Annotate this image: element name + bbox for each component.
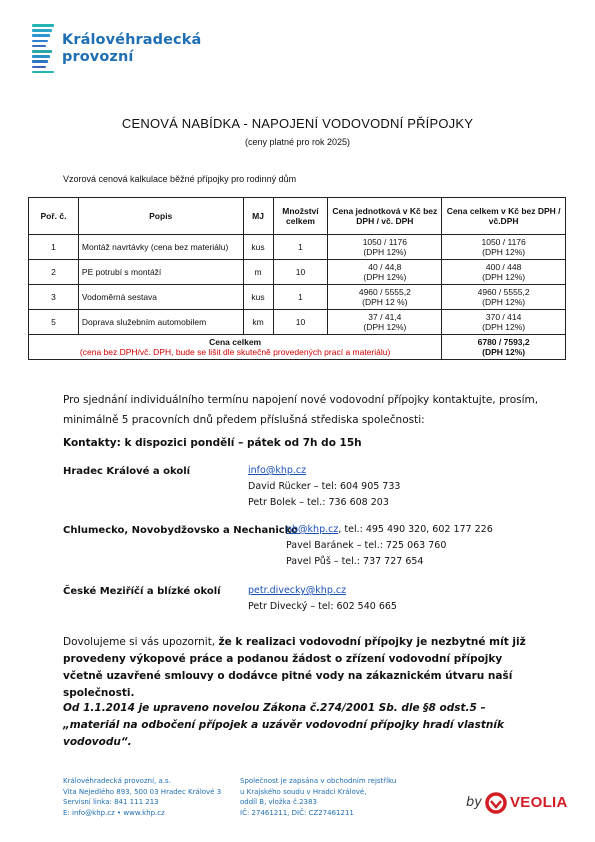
- region-contacts: [248, 583, 397, 615]
- total-value: 4960 / 5555,2: [477, 287, 530, 297]
- row-qty: 1: [273, 285, 328, 310]
- footer-contact: E: info@khp.cz • www.khp.cz: [63, 808, 165, 817]
- footer-company-info: [63, 776, 221, 818]
- unit-price-note: (DPH 12%): [363, 247, 407, 257]
- row-unit-price: [328, 310, 442, 335]
- notice-paragraph: [63, 634, 533, 702]
- total-note: (DPH 12%): [482, 297, 526, 307]
- row-total: [442, 235, 566, 260]
- grand-total-note: (DPH 12%): [482, 347, 526, 357]
- region-contacts: [286, 522, 493, 570]
- region-phone: , tel.: 495 490 320, 602 177 226: [338, 524, 493, 535]
- contacts-heading: Kontakty: k dispozici pondělí – pátek od 7h do 15h: [63, 437, 362, 449]
- logo-stripe: [32, 40, 48, 43]
- footer-service-line: Servisní linka: 841 111 213: [63, 798, 159, 806]
- footer-registry-line: Společnost je zapsána v obchodním rejstříku: [240, 777, 397, 785]
- row-qty: 10: [273, 310, 328, 335]
- row-desc: Vodoměrná sestava: [78, 285, 243, 310]
- veolia-by: by: [466, 795, 482, 810]
- row-total: [442, 310, 566, 335]
- row-desc: Montáž navrtávky (cena bez materiálu): [78, 235, 243, 260]
- unit-price-value: 40 / 44,8: [368, 262, 402, 272]
- unit-price-note: (DPH 12%): [363, 272, 407, 282]
- footer-registry-line: oddíl B, vložka č.2383: [240, 798, 317, 806]
- region-name: České Meziříčí a blízké okolí: [63, 586, 221, 597]
- row-unit: kus: [243, 285, 273, 310]
- table-header-row: [29, 198, 566, 235]
- header-no: Poř. č.: [29, 198, 79, 235]
- row-desc: Doprava služebním automobilem: [78, 310, 243, 335]
- total-note: (DPH 12%): [482, 247, 526, 257]
- company-logo: [32, 24, 202, 76]
- unit-price-value: 37 / 41,4: [368, 312, 402, 322]
- footer-company-name: Královéhradecká provozní, a.s.: [63, 777, 171, 785]
- row-total: [442, 285, 566, 310]
- row-unit-price: [328, 235, 442, 260]
- contact-person: Petr Bolek – tel.: 736 608 203: [248, 497, 389, 508]
- row-total: [442, 260, 566, 285]
- contact-person: Pavel Půš – tel.: 737 727 654: [286, 556, 424, 567]
- logo-stripe: [32, 71, 54, 74]
- logo-stripes: [32, 24, 54, 76]
- region-email-link[interactable]: petr.divecky@khp.cz: [248, 585, 347, 596]
- logo-stripe: [32, 45, 46, 48]
- logo-stripe: [32, 50, 52, 53]
- veolia-wordmark: VEOLIA: [510, 794, 568, 811]
- logo-stripe: [32, 60, 48, 63]
- total-disclaimer: (cena bez DPH/vč. DPH, bude se lišit dle skutečně provedených prací a materiálu): [79, 347, 391, 357]
- notice-lead: Dovolujeme si vás upozornit,: [63, 636, 219, 648]
- total-note: (DPH 12%): [482, 322, 526, 332]
- total-value: 1050 / 1176: [481, 237, 526, 247]
- total-value: 400 / 448: [485, 262, 522, 272]
- table-row: [29, 310, 566, 335]
- grand-total-cell: [442, 335, 566, 360]
- region-name: Chlumecko, Novobydžovsko a Nechanicko: [63, 525, 298, 536]
- footer-registry-info: [240, 776, 396, 818]
- row-unit: kus: [243, 235, 273, 260]
- total-value: 370 / 414: [485, 312, 522, 322]
- table-row: [29, 285, 566, 310]
- table-row: [29, 260, 566, 285]
- footer-registry-line: u Krajského soudu v Hradci Králové,: [240, 787, 367, 796]
- logo-stripe: [32, 29, 52, 32]
- header-unit-price: Cena jednotková v Kč bez DPH / vč. DPH: [328, 198, 442, 235]
- logo-stripe: [32, 34, 50, 37]
- contact-person: David Rücker – tel: 604 905 733: [248, 481, 401, 492]
- row-no: 3: [29, 285, 79, 310]
- row-no: 1: [29, 235, 79, 260]
- footer-address: Vita Nejedlého 893, 500 03 Hradec Králové 3: [63, 787, 222, 796]
- logo-stripe: [32, 55, 50, 58]
- unit-price-value: 1050 / 1176: [362, 237, 407, 247]
- header-total: Cena celkem v Kč bez DPH / vč.DPH: [442, 198, 566, 235]
- grand-total-value: 6780 / 7593,2: [477, 337, 530, 347]
- unit-price-value: 4960 / 5555,2: [358, 287, 411, 297]
- veolia-mark-icon: [484, 792, 508, 814]
- row-qty: 10: [273, 260, 328, 285]
- price-table: [28, 197, 566, 360]
- law-notice: Od 1.1.2014 je upraveno novelou Zákona č.274/2001 Sb. dle §8 odst.5 – „materiál na odbočení přípojek a uzávěr vodovodní přípojky hradí vlastník vodovodu“.: [63, 702, 504, 748]
- region-contacts: [248, 463, 400, 511]
- contact-intro: [63, 392, 538, 429]
- contact-person: Pavel Baránek – tel.: 725 063 760: [286, 540, 447, 551]
- intro-text: Vzorová cenová kalkulace běžné přípojky pro rodinný dům: [63, 174, 297, 184]
- row-unit-price: [328, 260, 442, 285]
- contact-intro-line1: Pro sjednání individuálního termínu napojení nové vodovodní přípojky kontaktujte, prosím,: [63, 394, 539, 406]
- row-unit-price: [328, 285, 442, 310]
- logo-name-line2: provozní: [62, 49, 134, 65]
- row-no: 5: [29, 310, 79, 335]
- header-desc: Popis: [78, 198, 243, 235]
- footer-ids: IČ: 27461211, DIČ: CZ27461211: [240, 808, 354, 817]
- region-email-link[interactable]: info@khp.cz: [248, 465, 307, 476]
- header-unit: MJ: [243, 198, 273, 235]
- total-label-cell: [29, 335, 442, 360]
- row-qty: 1: [273, 235, 328, 260]
- document-subtitle: (ceny platné pro rok 2025): [244, 137, 351, 147]
- region-name: Hradec Králové a okolí: [63, 466, 191, 477]
- row-no: 2: [29, 260, 79, 285]
- table-row: [29, 235, 566, 260]
- unit-price-note: (DPH 12%): [363, 322, 407, 332]
- contact-person: Petr Divecký – tel: 602 540 665: [248, 601, 397, 612]
- notice-bold: že k realizaci vodovodní přípojky je nezbytné mít již provedeny výkopové práce a podanou žádost o zřízení vodovodní přípojky včetně uzavřené smlouvy o dodávce pitné vody na zákaznickém útvaru naší společnosti.: [63, 636, 526, 699]
- document-title: CENOVÁ NABÍDKA - NAPOJENÍ VODOVODNÍ PŘÍPOJKY: [121, 116, 474, 131]
- logo-stripe: [32, 24, 54, 27]
- logo-name-line1: Královéhradecká: [62, 32, 202, 48]
- header-qty: Množství celkem: [273, 198, 328, 235]
- total-label: Cena celkem: [209, 337, 262, 347]
- row-desc: PE potrubí s montáží: [78, 260, 243, 285]
- row-unit: km: [243, 310, 273, 335]
- region-email-link[interactable]: nb@khp.cz: [286, 524, 339, 535]
- row-unit: m: [243, 260, 273, 285]
- logo-stripe: [32, 66, 46, 69]
- table-total-row: [29, 335, 566, 360]
- unit-price-note: (DPH 12 %): [362, 297, 408, 307]
- total-note: (DPH 12%): [482, 272, 526, 282]
- contact-intro-line2: minimálně 5 pracovních dnů předem příslušná střediska společnosti:: [63, 414, 425, 426]
